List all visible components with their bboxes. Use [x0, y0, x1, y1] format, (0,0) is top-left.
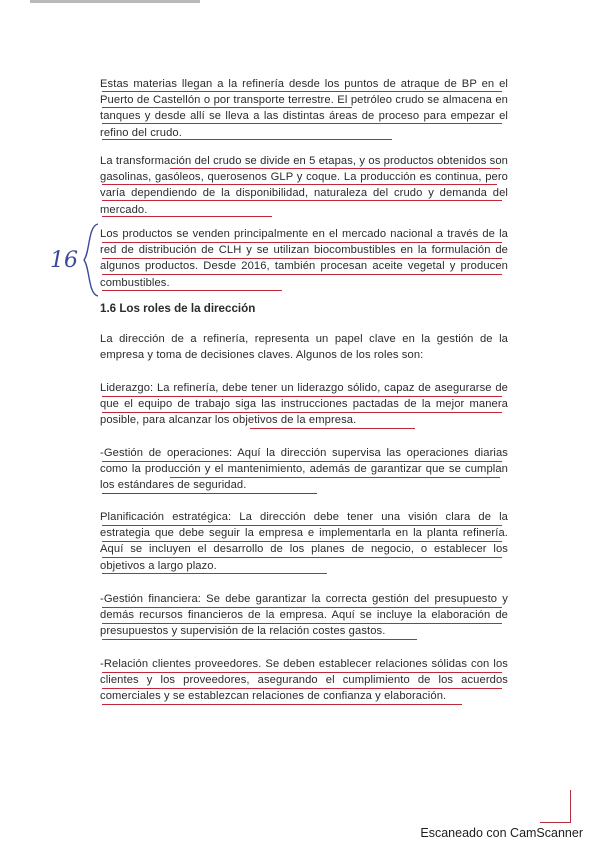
underline-stroke — [102, 493, 317, 494]
section-heading: 1.6 Los roles de la dirección — [100, 302, 256, 315]
paragraph-materias: Estas materias llegan a la refinería desde los puntos de atraque de BP en el Puerto de Castellón o por transporte terrestre. El petróleo crudo se almacena en tanques y desde allí se lleva a las distintas áreas de proceso para empezar el refino del crudo. — [100, 78, 508, 139]
handwritten-brace-icon — [80, 222, 102, 298]
underline-stroke — [102, 200, 502, 201]
underline-stroke — [102, 123, 502, 124]
underline-stroke — [102, 290, 282, 291]
underline-stroke — [170, 168, 500, 169]
paragraph-gestion-financiera: -Gestión financiera: Se debe garantizar la correcta gestión del presupuesto y demás recursos financieros de la empresa. Aquí se incluye la elaboración de presupuestos y supervisión de la relación costes gastos. — [100, 593, 508, 638]
underline-stroke — [102, 688, 502, 689]
underline-stroke — [102, 91, 502, 92]
underline-stroke — [102, 607, 502, 608]
underline-stroke — [102, 525, 502, 526]
underline-stroke — [102, 461, 502, 462]
underline-stroke — [102, 396, 502, 397]
underline-stroke — [170, 477, 500, 478]
underline-stroke — [102, 623, 502, 624]
paragraph-relacion-clientes: -Relación clientes proveedores. Se deben establecer relaciones sólidas con los clientes y los proveedores, asegurando el cumplimiento de los acuerdos comerciales y se establezcan relaciones de confianza y elaboración. — [100, 658, 508, 703]
camscanner-watermark: Escaneado con CamScanner — [420, 826, 583, 840]
paragraph-transformacion: La transformación del crudo se divide en 5 etapas, y os productos obtenidos son gasolinas, gasóleos, querosenos GLP y coque. La producción es continua, pero varía dependiendo de la disponibilidad, naturaleza del crudo y demanda del mercado. — [100, 155, 508, 216]
underline-stroke — [102, 541, 502, 542]
underline-stroke — [102, 242, 502, 243]
scan-corner-mark — [540, 790, 571, 823]
underline-stroke — [102, 107, 352, 108]
underline-stroke — [102, 258, 502, 259]
paragraph-gestion-operaciones: -Gestión de operaciones: Aquí la dirección supervisa las operaciones diarias como la producción y el mantenimiento, además de garantizar que se cumplan los estándares de seguridad. — [100, 447, 508, 492]
underline-stroke — [102, 139, 392, 140]
paragraph-planificacion: Planificación estratégica: La dirección debe tener una visión clara de la estrategia que debe seguir la empresa e implementarla en la planta refinería. Aquí se incluyen el desarrollo de los planes de negocio, o establecer los objetivos a largo plazo. — [100, 511, 508, 572]
scan-edge-mark — [30, 0, 200, 3]
underline-stroke — [102, 412, 502, 413]
paragraph-direccion: La dirección de a refinería, representa un papel clave en la gestión de la empresa y toma de decisiones claves. Algunos de los roles son: — [100, 333, 508, 362]
underline-stroke — [102, 557, 502, 558]
underline-stroke — [102, 216, 272, 217]
underline-stroke — [102, 573, 327, 574]
paragraph-liderazgo: Liderazgo: La refinería, debe tener un liderazgo sólido, capaz de asegurarse de que el equipo de trabajo siga las instrucciones pactadas de la mejor manera posible, para alcanzar los objetivos de la empresa. — [100, 382, 508, 427]
underline-stroke — [102, 639, 417, 640]
handwritten-margin-note: 16 — [50, 248, 78, 273]
underline-stroke — [102, 672, 502, 673]
underline-stroke — [102, 704, 462, 705]
underline-stroke — [102, 184, 497, 185]
underline-stroke — [102, 274, 502, 275]
underline-stroke — [250, 428, 415, 429]
paragraph-productos: Los productos se venden principalmente en el mercado nacional a través de la red de distribución de CLH y se utilizan biocombustibles en la formulación de algunos productos. Desde 2016, también procesan aceite vegetal y producen combustibles. — [100, 228, 508, 289]
